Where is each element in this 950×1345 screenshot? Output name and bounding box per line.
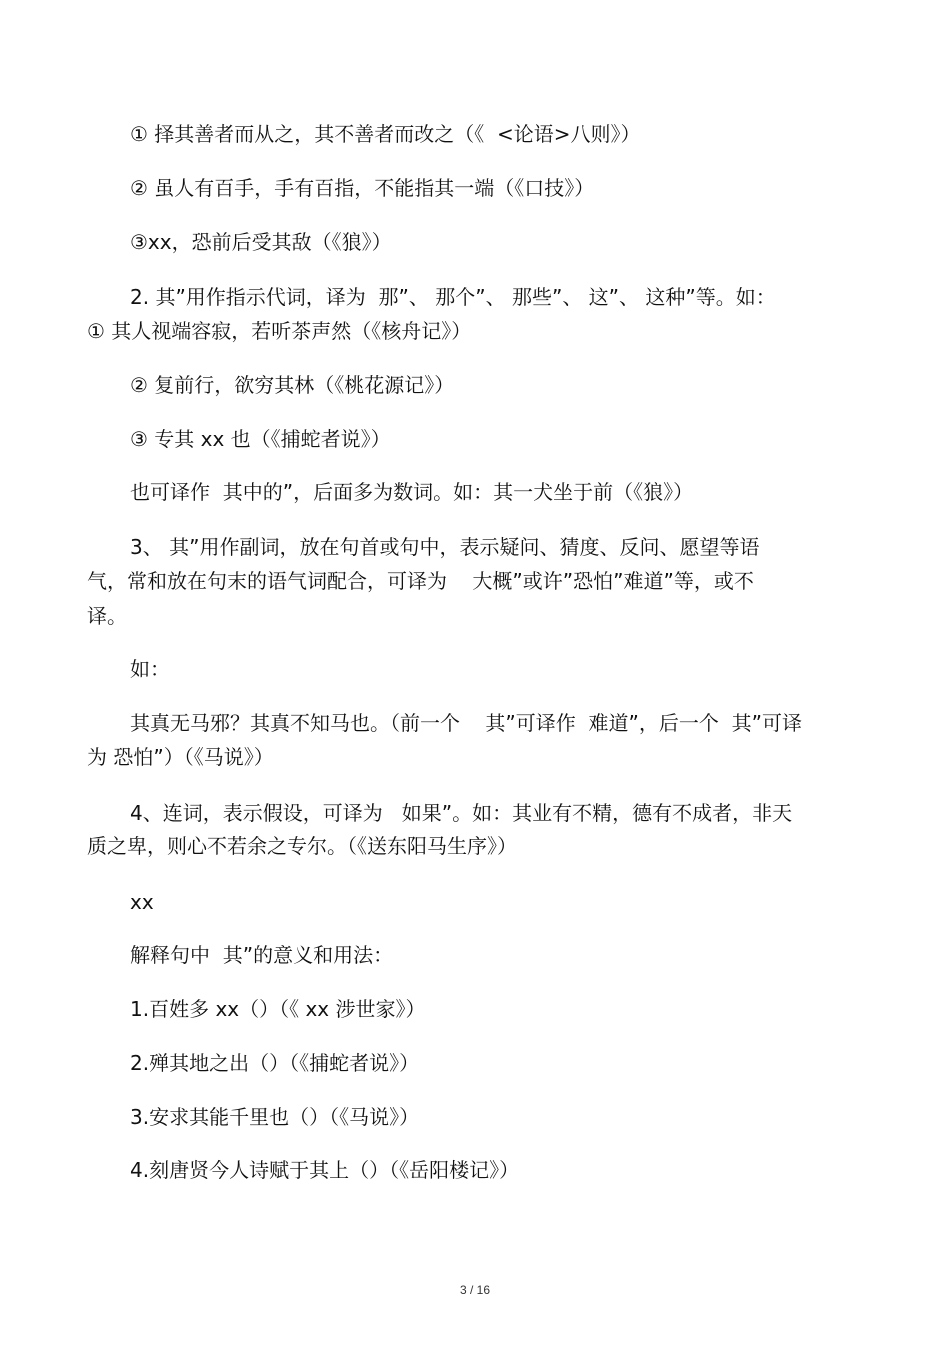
text-line-16: 质之卑，则心不若余之专尔。（《送东阳马生序》）: [87, 834, 517, 858]
text-line-5: ① 其人视端容寂，若听茶声然（《核舟记》）: [87, 319, 472, 343]
text-line-17: xx: [130, 890, 154, 914]
text-line-6: ② 复前行，欲穷其林（《桃花源记》）: [130, 373, 455, 397]
text-line-21: 3.安求其能千里也（）（《马说》）: [130, 1105, 420, 1129]
text-line-4: 2. 其”用作指示代词，译为 那”、 那个”、 那些”、 这”、 这种”等。如：: [130, 285, 776, 309]
page-number: 3 / 16: [459, 1283, 491, 1297]
text-line-12: 如：: [130, 657, 170, 681]
text-line-22: 4.刻唐贤今人诗赋于其上（）（《岳阳楼记》）: [130, 1158, 520, 1182]
text-line-2: ② 虽人有百手，手有百指，不能指其一端（《口技》）: [130, 176, 595, 200]
text-line-20: 2.殚其地之出（）（《捕蛇者说》）: [130, 1051, 420, 1075]
text-line-7: ③ 专其 xx 也（《捕蛇者说》）: [130, 427, 391, 451]
text-line-11: 译。: [87, 604, 127, 628]
text-line-10: 气，常和放在句末的语气词配合，可译为 大概”或许”恐怕”难道”等，或不: [87, 569, 754, 593]
text-line-9: 3、 其”用作副词，放在句首或句中，表示疑问、猜度、反问、愿望等语: [130, 535, 760, 559]
text-line-19: 1.百姓多 xx（）（《 xx 涉世家》）: [130, 997, 426, 1021]
text-line-3: ③xx，恐前后受其敌（《狼》）: [130, 230, 392, 254]
text-line-15: 4、连词，表示假设，可译为 如果”。如：其业有不精，德有不成者，非天: [130, 801, 793, 825]
text-line-8: 也可译作 其中的”，后面多为数词。如：其一犬坐于前（《狼》）: [130, 480, 694, 504]
text-line-14: 为 恐怕”）（《马说》）: [87, 745, 274, 769]
text-line-1: ① 择其善者而从之，其不善者而改之（《 <论语>八则》）: [130, 122, 641, 146]
text-line-18: 解释句中 其”的意义和用法：: [130, 943, 394, 967]
text-line-13: 其真无马邪？其真不知马也。（前一个 其”可译作 难道”，后一个 其”可译: [130, 711, 802, 735]
